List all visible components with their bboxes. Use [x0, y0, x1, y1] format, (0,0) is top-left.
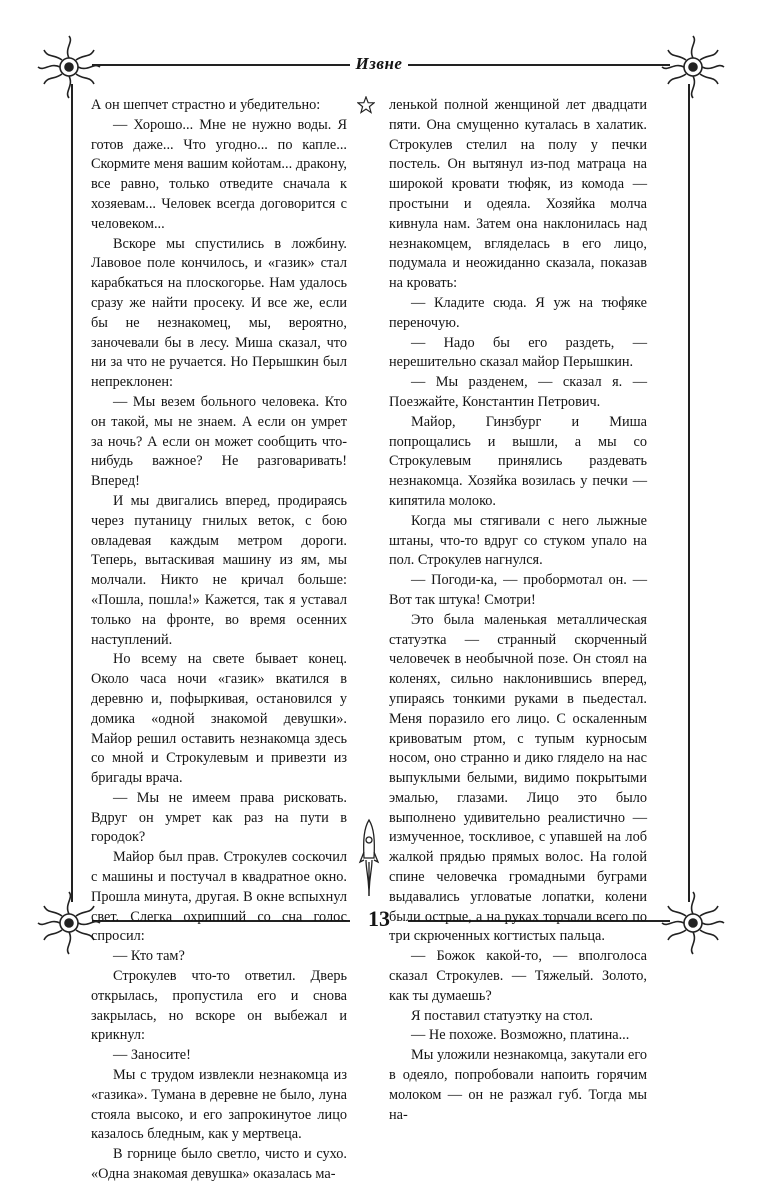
- paragraph: Но всему на свете бывает конец. Около часа ночи «газик» вкатился в деревню и, пофыркивая, остановился у домика «одной знакомой девушки». Майор решил оставить незнакомца здесь со мной и Строкулевым и привезти из бригады врача.: [91, 651, 347, 787]
- paragraph: Когда мы стягивали с него лыжные штаны, что-то вдруг со стуком упало на пол. Строкулев нагнулся.: [389, 512, 647, 569]
- frame-top-left-rule: [92, 64, 350, 66]
- paragraph: — Не похоже. Возможно, платина...: [411, 1027, 630, 1044]
- paragraph: — Надо бы его раздеть, — нерешительно сказал майор Перышкин.: [389, 334, 647, 371]
- paragraph: — Погоди-ка, — пробормотал он. — Вот так штука! Смотри!: [389, 572, 647, 608]
- paragraph: Вскоре мы спустились в ложбину. Лавовое поле кончилось, и «газик» стал карабкаться на плоскогорье. Нам удалось сразу же найти просеку. И все же, если бы не незнакомец, мы, вероятно, заночевали бы в лесу. Миша сказал, что ни за что не ручается. Но Перышкин был непреклонен:: [91, 235, 347, 391]
- paragraph: Я поставил статуэтку на стол.: [411, 1007, 593, 1024]
- paragraph: — Мы разденем, — сказал я. — Поезжайте, Константин Петрович.: [389, 374, 647, 410]
- paragraph: Мы уложили незнакомца, закутали его в одеяло, попробовали напоить горячим молоком — он не разжал губ. Тогда мы на-: [389, 1047, 647, 1123]
- frame-right-rule: [688, 84, 690, 902]
- left-text-column: [91, 96, 347, 1185]
- frame-top-right-rule: [408, 64, 670, 66]
- frame-left-rule: [71, 84, 73, 902]
- paragraph: — Божок какой-то, — вполголоса сказал Строкулев. — Тяжелый. Золото, как ты думаешь?: [389, 948, 647, 1004]
- paragraph: В горнице было светло, чисто и сухо. «Одна знакомая девушка» оказалась ма-: [91, 1146, 347, 1183]
- corner-ornament-icon: [660, 34, 726, 100]
- star-icon: [357, 96, 375, 114]
- paragraph: Майор был прав. Строкулев соскочил с машины и постучал в квадратное окно. Прошла минута, другая. В окне вспыхнул свет. Слегка охрипший со сна голос спросил:: [91, 849, 347, 945]
- paragraph: — Мы везем больного человека. Кто он такой, мы не знаем. А если он умрет за ночь? А если он может сообщить что-нибудь важное? Не разговаривать! Вперед!: [91, 393, 347, 490]
- paragraph-continuation: ленькой полной женщиной лет двадцати пяти. Она смущенно куталась в халатик. Строкулев стелил на полу у печки постель. Он вытянул из-под матраца на широкой кровати тюфяк, из комода — простыни и одеяла. Хозяйка молча кивнула нам. Затем она наклонилась над незнакомцем, вгляделась в его лицо, подумала и неожиданно сказала, показав на кровать:: [389, 97, 647, 292]
- page-number: 13: [350, 906, 408, 936]
- corner-ornament-icon: [660, 890, 726, 956]
- corner-ornament-icon: [36, 34, 102, 100]
- paragraph: — Мы не имеем права рисковать. Вдруг он умрет как раз на пути в городок?: [91, 789, 347, 846]
- paragraph: Это была маленькая металлическая статуэтка — странный скорченный человечек в необычной позе. Он стоял на коленях, сильно наклонившись вперед, упираясь тонкими руками в пьедестал. Меня поразило его лицо. С оскаленным кривоватым ртом, с тупым курносым носом, оно странно и дико глядело на нас выпуклыми белыми, видимо покрытыми эмалью, глазами. Лицо это было выполнено удивительно реалистично — измученное, тоскливое, с упавшей на лоб жалкой прядью прямых волос. На голой спине человечка громадными буграми выдавались угловатые лопатки, колени были острые, а на руках торчали всего по три скрюченных когтистых пальца.: [389, 611, 647, 945]
- paragraph: А он шепчет страстно и убедительно:: [91, 97, 321, 113]
- paragraph: — Кто там?: [113, 948, 185, 965]
- paragraph: Мы с трудом извлекли незнакомца из «газика». Тумана в деревне не было, луна стояла высоко, и его запрокинутое лицо казалось бледным, как у мертвеца.: [91, 1067, 347, 1143]
- paragraph: Строкулев что-то ответил. Дверь открылась, пропустила его и снова закрылась, но вскоре он выбежал и крикнул:: [91, 968, 347, 1044]
- paragraph: — Заносите!: [113, 1047, 191, 1064]
- rocket-icon: [358, 818, 380, 898]
- paragraph: — Кладите сюда. Я уж на тюфяке переночую.: [389, 294, 647, 331]
- paragraph: — Хорошо... Мне не нужно воды. Я готов даже... Что угодно... по капле... Скормите меня вашим койотам... дракону, все равно, только отведите сначала к хозяевам... Человек всегда договорится с человеком...: [91, 116, 347, 232]
- paragraph: И мы двигались вперед, продираясь через путаницу гнилых веток, с бою овладевая каждым метром дороги. Теперь, вытаскивая машину из ям, мы молчали. Никто не кричал больше: «Пошла, пошла!» Кажется, так я уставал только на фронте, во время осенних наступлений.: [91, 492, 347, 648]
- running-header-title: Извне: [350, 54, 408, 78]
- right-text-column: [389, 96, 647, 1125]
- paragraph: Майор, Гинзбург и Миша попрощались и вышли, а мы со Строкулевым принялись раздевать незнакомца. Хозяйка возилась у печки — кипятила молоко.: [389, 413, 647, 509]
